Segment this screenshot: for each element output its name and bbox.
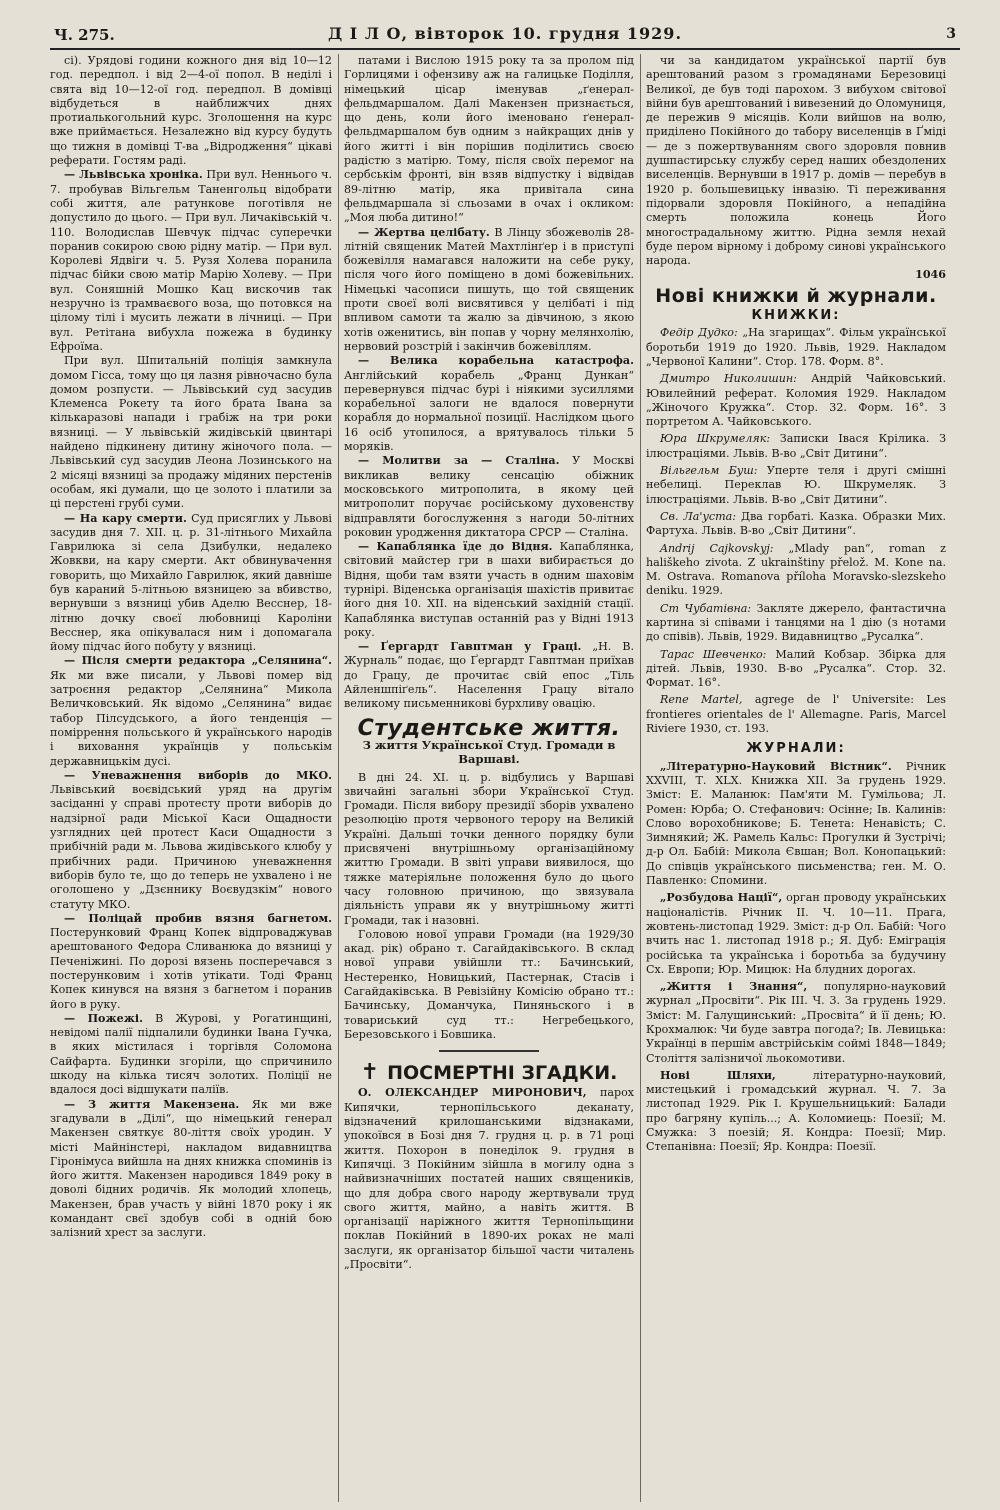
book-text: agrege de l' Universite: Les frontieres orientales de l' Allemagne. Paris, Marcel Riviere 1930, ст. 193.	[646, 693, 946, 736]
obituaries-title: ПОСМЕРТНІ ЗГАДКИ.	[387, 1062, 618, 1085]
book-text: Малий Кобзар. Збірка для дітей. Львів, 1930. В-во „Русалка“. Стор. 32. Формат. 16°.	[646, 647, 946, 690]
column-divider	[640, 54, 641, 1502]
book-text: „Mlady pan“, roman z hališkeho zivota. Z ukrainštiny přelož. M. Kone na. M. Ostrava. Romanova příloha Moravsko-slezskeho deniku. 1929.	[646, 541, 946, 598]
book-author: Rene Martel,	[660, 693, 743, 707]
book-entry	[646, 510, 946, 539]
article-heading: — Ґергардт Гавптман у Граці.	[358, 640, 582, 654]
column-3	[646, 54, 946, 1502]
journal-title: Нові Шляхи,	[660, 1068, 776, 1082]
book-author: Федір Дудко:	[660, 326, 738, 340]
book-entry	[646, 648, 946, 691]
article-text: Англійський корабель „Франц Дункан“ перевернувся підчас бурі і ніякими зусиллями корабельної залоги не вдалося повернути корабля до нормальної позиції. Наслідком цього 16 осіб утопилося, а врятувалось тільки 5 моряків.	[344, 368, 634, 454]
article-paragraph: сі). Урядові години кожного дня від 10—12 год. передпол. і від 2—4-ої попол. В неділі і свята від 10—12-ої год. передпол. В домівці відбудеться в найближчих днях протиалькогольний курс. Зголошення на курс вже приймається. Незалежно від курсу будуть що тижня в домівці Т-ва „Відродження“ цікаві реферати. Гостям раді.	[50, 54, 332, 168]
journal-title: „Літературно-Науковий Вістник“.	[660, 759, 892, 773]
article-heading: — Після смерти редактора „Селянина“.	[64, 654, 332, 668]
article-text: Суд присяглих у Львові засудив дня 7. XII. ц. р. 31-літнього Михайла Гаврилюка зі села Дзибулки, недалеко Жовкви, на кару смерти. Акт обвинувачення говорить, що Михайло Гаврилюк, який давніше був караний 5-літньою вязницею за вбивство, вернувши з вязниці убив Аделю Весснер, 18-літню дочку своєї любовниці Кароліни Весснер, яка опікувалася ним і допомагала йому підчас його побуту у вязниці.	[50, 511, 332, 654]
page-number: 3	[946, 26, 956, 42]
obituary-mironovych	[344, 1086, 634, 1272]
book-entry	[646, 326, 946, 369]
new-books-heading: Нові книжки й журнали.	[655, 284, 937, 307]
article-death-sentence	[50, 512, 332, 655]
book-text: Записки Івася Крілика. З ілюстраціями. Львів. В-во „Світ Дитини“.	[646, 432, 946, 460]
article-hauptmann	[344, 640, 634, 711]
article-ship	[344, 354, 634, 454]
article-text: „Н. В. Журналь“ подає, що Ґергардт Гавптман приїхав до Грацу, де прочитає свій епос „Тіль Айленшпіґель“. Населення Грацу вітало великому письменникові бурхливу овацію.	[344, 640, 634, 711]
article-text: Постерунковий Франц Копек відпроваджував арештованого Федора Сливанюка до вязниці у Печеніжині. По дорозі вязень посперечався з постерунковим і хотів утікати. Тоді Франц Копек кинувся на вязня з багнетом і поранив його в руку.	[50, 926, 332, 1011]
journal-text: популярно-науковий журнал „Просвіти“. Рік III. Ч. 3. За грудень 1929. Зміст: М. Галущинський: „Просвіта“ й її день; Ю. Крохмалюк: Чи буде завтра погода?; Ів. Левицька: Українці в першім австрійськім соймі 1848—1849; Століття залізничої льокомотиви.	[646, 980, 946, 1065]
column-2	[344, 54, 634, 1502]
book-text: „На згарищах“. Фільм української боротьби 1919 до 1920. Львів, 1929. Накладом „Червоної Калини“. Стор. 178. Форм. 8°.	[646, 326, 946, 368]
article-paragraph: В дні 24. XI. ц. р. відбулись у Варшаві звичайні загальні збори Української Студ. Громади. Після вибору президії зборів ухвалено резолюцію протя червоного терору на Великій Україні. Дальші точки денного порядку були присвячені внутрішньому організаційному життю Громади. В звіті управи виявилося, що тяжке матеріяльне положення було до цього часу головною причиною, що звязувала діяльність управи як у внутрішньому житті Громади, так і назовні.	[344, 770, 634, 927]
book-entry	[646, 372, 946, 429]
book-text: Андрій Чайковський. Ювилейний реферат. Коломия 1929. Накладом „Жіночого Кружка“. Стор. 32. Форм. 16°. З портретом А. Чайковського.	[646, 372, 946, 429]
journal-entry	[646, 1069, 946, 1155]
article-celibacy	[344, 226, 634, 355]
book-entry	[646, 542, 946, 599]
book-author: Вільгельм Буш:	[660, 464, 758, 478]
article-heading: — Капаблянка їде до Відня.	[358, 540, 553, 554]
books-subheading: КНИЖКИ:	[751, 308, 841, 324]
reference-number: 1046	[915, 268, 946, 282]
book-author: Св. Ла'уста:	[660, 509, 736, 523]
obituary-text: парох Кипячки, тернопільського деканату, відзначений крилошанськими відзнаками, упокоївся в Бозі дня 7. грудня ц. р. в 71 році життя. Похорон в понеділок 9. грудня в Кипячці. З Покійним зійшла в могилу одна з найвизначніших постатей наших священиків, що для добра свого народу жертвували труд свого життя, майно, а навіть життя. В організації наріжного життя Тернопільщини поклав Покійний в 1890-их роках не малі заслуги, як організатор більшої части читалень „Просвіти“.	[344, 1086, 634, 1272]
article-mackensen	[50, 1098, 332, 1241]
article-heading: — Молитви за — Сталіна.	[358, 454, 560, 468]
article-capablanca	[344, 540, 634, 640]
book-entry	[646, 693, 946, 736]
article-stalin	[344, 454, 634, 540]
article-bayonet	[50, 912, 332, 1012]
article-text: Львівський воєвідський уряд на другім засіданні у справі протесту проти виборів до надзірної ради Міської Каси Ощадности узглядних цей протест Каси Ощадности з прибічній ради м. Львова жидівського клюбу у прибічних ради. Причиною уневажнення виборів було те, що до теперь не ухвалено і не оголошено у „Дзєннику Воєвудзкім“ нового статуту МКО.	[50, 783, 332, 911]
article-paragraph: патами і Вислою 1915 року та за пролом під Горлицями і офензиву аж на галицьке Поділля, німецький цісар іменував „ґенерал-фельдмаршалом. Далі Макензен признається, що день, коли його іменовано ґенерал-фельдмаршалом був одним з найкращих днів у його житті і він порішив поділитись своєю радістю з матірю. Тому, після своїх перемог на сербськім фронті, він взяв відпустку і відвідав 89-літню матір, яка привітала сина фельдмаршала зі сльозами в очах і окликом: „Моя люба дитино!“	[344, 54, 634, 225]
journal-title: „Життя і Знання“,	[660, 980, 808, 994]
book-entry	[646, 464, 946, 507]
article-heading: — Уневажнення виборів до МКО.	[64, 768, 332, 782]
article-lviv-chronicle	[50, 168, 332, 354]
article-text: В Журові, у Рогатинщині, невідомі палії підпалили будинки Івана Гучка, в яких містилася і торгівля Соломона Сайфарта. Будинки згоріли, що спричинило шкоду на кілька тисяч золотих. Поліції не вдалося досі відшукати паліїв.	[50, 1011, 332, 1097]
column-1	[50, 54, 332, 1502]
book-entry	[646, 432, 946, 461]
student-life-heading: Студентське життя.	[357, 715, 621, 741]
journal-text: Річник XXVIII, Т. XLX. Книжка XII. За грудень 1929. Зміст: Е. Маланюк: Пам'яти М. Гумільова; Л. Ромен: Юрба; О. Стефанович: Осінне; Ів. Калинів: Слово ворохобникове; Б. Тенета: Ненавість; С. Зимнякий; Ж. Рамель Кальс: Прогулки й Зустрічі; д-р Ол. Бабій: Микола Євшан; Вол. Конопацький: До співців українського письменства; ген. М. О. Павленко: Спомини.	[646, 759, 946, 888]
journals-subheading: ЖУРНАЛИ:	[746, 741, 846, 757]
article-text: Як ми вже згадували в „Ділі“, що німецький генерал Макензен святкує 80-ліття своїх уродин. У місті Майнінстері, накладом видавництва Гіронімуса вийшла на днях книжка споминів із його життя. Макензен народився 1849 року в доволі бідних родичів. Як молодий хлопець, Макензен, брав участь у війні 1870 року і як командант свєї здобув собі в одній бою залізний хрест за заслуги.	[50, 1097, 332, 1240]
cross-icon: ✝	[360, 1060, 380, 1086]
column-divider	[338, 54, 339, 1502]
journal-title: „Розбудова Нації“,	[660, 891, 783, 905]
article-fires	[50, 1012, 332, 1098]
book-author: Юра Шкрумеляк:	[660, 432, 771, 446]
masthead	[50, 24, 960, 50]
article-heading: — Львівська хроніка.	[64, 168, 203, 182]
article-heading: — На кару смерти.	[64, 511, 187, 525]
book-author: Тарас Шевченко:	[660, 647, 767, 661]
book-text: Уперте теля і другі смішні небелиці. Переклав Ю. Шкрумеляк. З ілюстраціями. Львів. В-во „Світ Дитини“.	[646, 464, 946, 506]
article-text: При вул. Неннього ч. 7. пробував Вільгельм Таненгольц відобрати собі життя, але ратункове поготівля не допустило до цього. — При вул. Личаківській ч. 110. Володислав Шевчук підчас суперечки поранив сокирою свою рідну матір. — При вул. Королеві Ядвіги ч. 5. Рузя Холева поранила підчас бійки свою матір Марію Холеву. — При вул. Соняшній Мошко Кац вискочив так незручно із трамваєвого воза, що потовкся на цілому тілі і мусить лежати в лічниці. — При вул. Ретітана вибухла пожежа в будинку Ефроїма.	[50, 168, 332, 353]
article-selianyn	[50, 654, 332, 768]
journal-text: орган проводу українських націоналістів. Річник II. Ч. 10—11. Прага, жовтень-листопад 1929. Зміст: д-р Ол. Бабій: Чого вчить нас 1. листопад 1918 р.; Я. Дуб: Еміграція російська та українська і боротьба за будучину Сх. Европи; Юр. Мицюк: На блудних дорогах.	[646, 891, 946, 976]
article-paragraph: чи за кандидатом української партії був арештований разом з громадянами Березовиці Великої, де був тоді парохом. З вибухом світової війни був арештований і вивезений до Оломуниця, де пережив 9 місяців. Коли вийшов на волю, приділено Покійного до табору виселенців в Ґміді — де з пожертвуванням свого здоровля повнив душпастирську службу серед наших обездолених виселенців. Вернувши в 1917 р. домів — перебув в 1920 р. большевицьку інвазію. Ті переживання підорвали здоровля Покійного, а непадійна смерть положила конець Його многострадальному життю. Рідна земля нехай буде пером вірному і доброму синові українського народа.	[646, 54, 946, 268]
article-heading: — Поліцай пробив вязня багнетом.	[64, 911, 332, 925]
journals-list	[646, 760, 946, 1155]
article-text: В Лінцу збожеволів 28-літній священик Матей Махтлінґер і в приступі божевілля намагався наложити на себе руку, після чого його поміщено в домі божевільних. Німецькі часописи пишуть, що той священик проти своєї волі висвятився у целібаті і під впливом самоти та жалю за дівчиною, з якою хотів оженитись, він попав у чорну мелянхолію, нервовий розстрій і закінчив божевіллям.	[344, 225, 634, 353]
article-heading: — Пожежі.	[64, 1011, 143, 1025]
book-author: Дмитро Николишин:	[660, 372, 797, 386]
journal-entry	[646, 760, 946, 889]
book-text: Закляте джерело, фантастична картина зі співами і танцями на 1 дію (з нотами до співів). Львів, 1929. Видавництво „Русалка“.	[646, 601, 946, 644]
obituaries-heading	[344, 1060, 634, 1086]
article-heading: — Велика корабельна катастрофа.	[358, 354, 634, 368]
book-author: Ст Чубатівна:	[660, 601, 752, 615]
student-life-subheading: З життя Української Студ. Громади в Варшаві.	[362, 737, 616, 767]
article-text: Капаблянка, світовий майстер гри в шахи вибирається до Відня, щоби там взяти участь в одним шаховім турнірі. Віденська організація шахістів привитає його дня 10. XII. на віденський західній стації. Капаблянка виступав останній раз у Відні 1913 року.	[344, 540, 634, 639]
journal-entry	[646, 891, 946, 977]
book-entry	[646, 602, 946, 645]
article-heading: — З життя Макензена.	[64, 1097, 240, 1111]
article-mko	[50, 769, 332, 912]
article-paragraph: При вул. Шпитальній поліція замкнула домом Гісса, тому що ця лазня рівночасно була домом розпусти. — Львівський суд засудив Клеменса Рокету та його брата Івана за кількаразові напади і грабіж на три роки вязниці. — У львівській жидівській цвинтарі найдено підкинену дитину жіночого пола. — Львівський суд засудив Леона Лозинського на 2 місяці вязниці за продажу мідяних перстенів особам, які думали, що це золото і платили за ці перстені грубі суми.	[50, 354, 332, 511]
journal-text: літературно-науковий, мистецький і громадський журнал. Ч. 7. За листопад 1929. Рік I. Крушельницький: Балади про багряну купіль...; А. Коломиець: Поезії; М. Смужка: З поезій; Я. Кондра: Поезії; Мир. Степанівна: Поезії; Яр. Кондра: Поезії.	[646, 1068, 946, 1154]
journal-entry	[646, 980, 946, 1066]
book-text: Два горбаті. Казка. Образки Мих. Фартуха. Львів. В-во „Світ Дитини“.	[646, 509, 946, 538]
obituary-name: О. ОЛЕКСАНДЕР МИРОНОВИЧ,	[358, 1086, 587, 1100]
article-heading: — Жертва целібату.	[358, 225, 490, 239]
issue-number: Ч. 275.	[54, 26, 115, 44]
article-text: Як ми вже писали, у Львові помер від затроєння редактор „Селянина“ Микола Величковський. Як відомо „Селянина“ видає табор Пілсудського, а його тенденція — поміррення польського й українського народів і виховання українців у польськім державницькім дусі.	[50, 668, 332, 768]
newspaper-title-date: Д І Л О, вівторок 10. грудня 1929.	[327, 24, 683, 43]
article-paragraph: Головою нової управи Громади (на 1929/30 акад. рік) обрано т. Сагайдаківського. В склад нової управи увійшли тт.: Бачинський, Нестеренко, Новицький, Пастернак, Стасів і Сагайдаківська. В Ревізійну Комісію обрано тт.: Бачинську, Доманчука, Пиняньского і в товариський суд тт.: Негребецького, Березовського і Бовшика.	[344, 927, 634, 1041]
article-text: У Москві викликав велику сенсацію обіжник московського митрополита, в якому цей митрополит поручає російському духовенству відправляти богослуження з нагоди 50-літних роковин уродження диктатора СРСР — Сталіна.	[344, 454, 634, 539]
divider	[439, 1050, 539, 1052]
book-author: Andrij Cajkovskyj:	[660, 541, 774, 555]
books-list	[646, 326, 946, 736]
